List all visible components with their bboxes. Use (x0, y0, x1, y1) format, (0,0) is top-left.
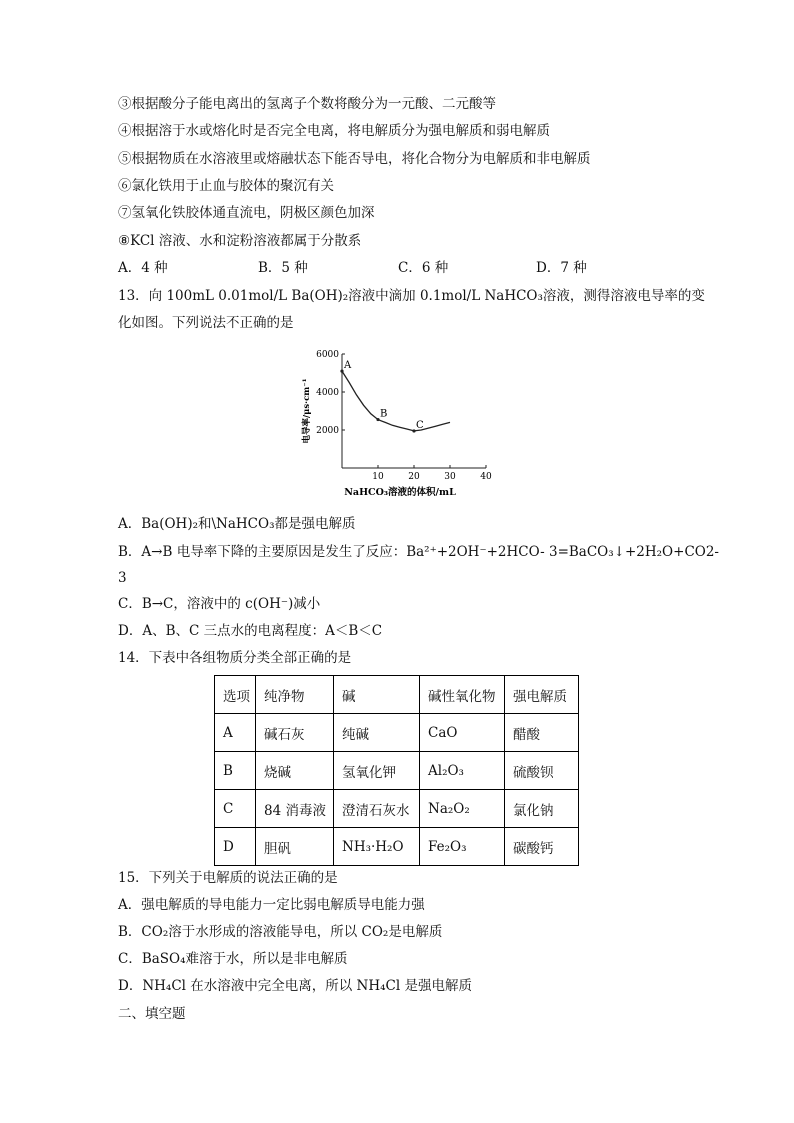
conductivity-chart (290, 343, 500, 503)
chart-x-tick-label: 10 (372, 472, 384, 482)
table-header-cell: 碱 (334, 676, 420, 714)
table-header-cell: 碱性氧化物 (420, 676, 505, 714)
statement-4: ④根据溶于水或熔化时是否完全电离，将电解质分为强电解质和弱电解质 (118, 123, 550, 139)
table-row (215, 828, 579, 866)
chart-point-label: B (380, 408, 388, 420)
table-cell: C (215, 790, 256, 828)
table-cell: 澄清石灰水 (334, 790, 420, 828)
table-cell: 氢氧化钾 (334, 752, 420, 790)
chart-x-tick-label: 40 (480, 472, 492, 482)
q15-option-a: A．强电解质的导电能力一定比弱电解质导电能力强 (118, 897, 425, 913)
q13-option-d: D．A、B、C 三点水的电离程度：A＜B＜C (118, 623, 383, 639)
statement-6: ⑥氯化铁用于止血与胶体的聚沉有关 (118, 178, 334, 194)
table-row (215, 790, 579, 828)
table-header-cell: 选项 (215, 676, 256, 714)
table-cell: 硫酸钡 (505, 752, 579, 790)
conductivity-curve (342, 371, 450, 431)
chart-x-tick-label: 30 (444, 472, 456, 482)
q13-option-b-continued: 3 (118, 570, 127, 586)
q15-option-c: C．BaSO₄难溶于水，所以是非电解质 (118, 951, 348, 967)
q13-stem-line2: 化如图。下列说法不正确的是 (118, 315, 294, 331)
q13-option-b: B．A→B 电导率下降的主要原因是发生了反应：Ba²⁺+2OH⁻+2HCO- 3=BaCO₃↓+2H₂O+CO2- (118, 544, 719, 560)
table-row (215, 714, 579, 752)
q13-option-a: A．Ba(OH)₂和\NaHCO₃都是强电解质 (118, 516, 356, 532)
table-header-cell: 强电解质 (505, 676, 579, 714)
table-cell: 84 消毒液 (256, 790, 334, 828)
table-cell: 碳酸钙 (505, 828, 579, 866)
table-cell: A (215, 714, 256, 752)
table-cell: 醋酸 (505, 714, 579, 752)
statement-7: ⑦氢氧化铁胶体通直流电，阴极区颜色加深 (118, 205, 375, 221)
q12-option-d: D．7 种 (536, 260, 587, 276)
chart-y-tick-label: 2000 (316, 426, 339, 436)
q12-option-a: A．4 种 (118, 260, 168, 276)
statement-8: ⑧KCl 溶液、水和淀粉溶液都属于分散系 (118, 233, 362, 249)
statement-3: ③根据酸分子能电离出的氢离子个数将酸分为一元酸、二元酸等 (118, 96, 496, 112)
chart-x-axis-label: NaHCO₃溶液的体积/mL (344, 487, 456, 498)
table-cell: CaO (420, 714, 505, 752)
chart-y-tick-label: 6000 (316, 350, 339, 360)
table-header-cell: 纯净物 (256, 676, 334, 714)
q15-stem: 15．下列关于电解质的说法正确的是 (118, 870, 338, 886)
table-header-row (215, 676, 579, 714)
chart-point-label: C (416, 419, 424, 431)
table-row (215, 752, 579, 790)
q12-options (118, 259, 587, 277)
chart-x-tick-label: 20 (408, 472, 420, 482)
q12-option-c: C．6 种 (398, 260, 449, 276)
table-cell: NH₃·H₂O (334, 828, 420, 866)
chart-point-label: A (344, 360, 352, 372)
table-cell: 碱石灰 (256, 714, 334, 752)
q14-stem: 14．下表中各组物质分类全部正确的是 (118, 650, 352, 666)
table-cell: D (215, 828, 256, 866)
section-title: 二、填空题 (118, 1006, 186, 1022)
table-cell: Al₂O₃ (420, 752, 505, 790)
table-cell: 烧碱 (256, 752, 334, 790)
q13-option-c: C．B→C，溶液中的 c(OH⁻)减小 (118, 596, 321, 612)
q13-stem-line1: 13．向 100mL 0.01mol/L Ba(OH)₂溶液中滴加 0.1mol/L NaHCO₃溶液，测得溶液电导率的变 (118, 288, 705, 304)
table-cell: B (215, 752, 256, 790)
table-cell: Fe₂O₃ (420, 828, 505, 866)
chart-y-tick-label: 4000 (316, 388, 339, 398)
q12-option-b: B．5 种 (258, 260, 308, 276)
statement-5: ⑤根据物质在水溶液里或熔融状态下能否导电，将化合物分为电解质和非电解质 (118, 151, 591, 167)
chart-y-axis-label: 电导率/μs·cm⁻¹ (302, 378, 312, 444)
table-cell: 氯化钠 (505, 790, 579, 828)
table-cell: 胆矾 (256, 828, 334, 866)
classification-table (214, 675, 579, 866)
q15-option-b: B．CO₂溶于水形成的溶液能导电，所以 CO₂是电解质 (118, 924, 443, 940)
q15-option-d: D．NH₄Cl 在水溶液中完全电离，所以 NH₄Cl 是强电解质 (118, 978, 472, 994)
table-cell: 纯碱 (334, 714, 420, 752)
table-cell: Na₂O₂ (420, 790, 505, 828)
